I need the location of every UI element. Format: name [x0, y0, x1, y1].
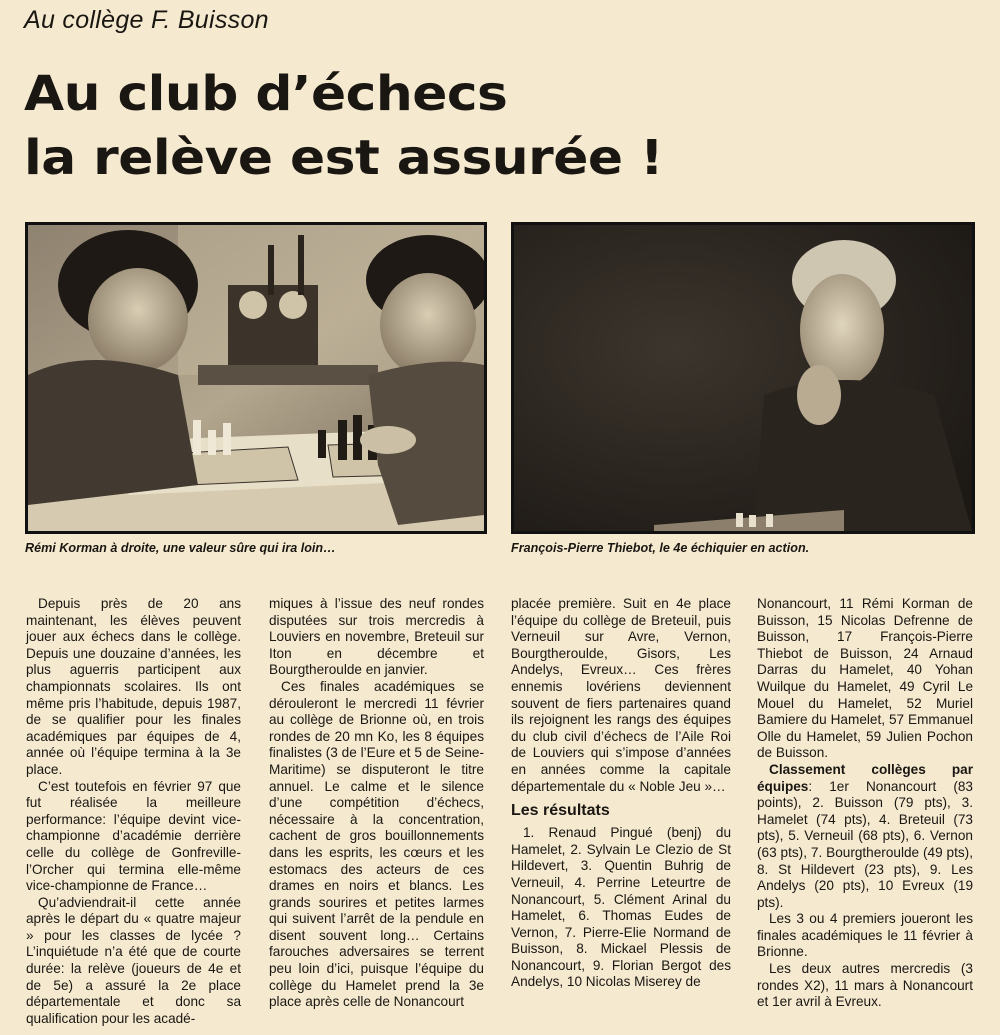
- headline-line-1: Au club d’échecs: [24, 66, 508, 122]
- paragraph: Les 3 ou 4 premiers joueront les finales académiques le 11 février à Brionne.: [757, 911, 973, 960]
- photo-boy-thinking-image: [514, 225, 972, 531]
- team-ranking-text: : 1er Nonancourt (83 points), 2. Buisson (79 pts), 3. Hamelet (74 pts), 4. Breteuil (73 pts), 5. Verneuil (68 pts), 6. Vernon (63 pts), 7. Bourgtheroulde (49 pts), 8. St Hildevert (23 pts), 9. Les Andelys (20 pts), 10 Evreux (19 pts).: [757, 778, 973, 910]
- photo-boy-thinking: [511, 222, 975, 534]
- paragraph: miques à l’issue des neuf rondes disputées sur trois mercredis à Louviers en novembre, Breteuil sur Iton en décembre et Bourgtheroulde en janvier.: [269, 596, 484, 678]
- results-list: 1. Renaud Pingué (benj) du Hamelet, 2. Sylvain Le Clezio de St Hildevert, 3. Quentin Buhrig de Verneuil, 4. Perrine Leteurtre de Nonancourt, 5. Clément Arinal du Hamelet, 6. Thomas Eudes de Vernon, 7. Pierre-Elie Normand de Buisson, 8. Mickael Plessis de Nonancourt, 9. Florian Bergot des Andelys, 10 Nicolas Miserey de: [511, 825, 731, 990]
- paragraph: Qu’adviendrait-il cette année après le départ du « quatre majeur » pour les classes de lycée ? L’inquiétude n’a été que de courte durée: la relève (joueurs de 4e et de 5e) a assuré la 2e place départementale et donc sa qualification pour les acadé-: [26, 894, 241, 1026]
- paragraph: Depuis près de 20 ans maintenant, les élèves peuvent jouer aux échecs dans le collège. Depuis une douzaine d’années, les plus aguerris participent aux championnats scolaires. Ils ont même pris l’habitude, depuis 1987, de se qualifier pour les finales académiques par équipes de 4, année où l’équipe termina à la 3e place.: [26, 596, 241, 777]
- team-ranking-label: Classement collèges par équipes: [757, 761, 973, 794]
- text-column-4: [757, 596, 973, 1011]
- paragraph: Nonancourt, 11 Rémi Korman de Buisson, 15 Nicolas Defrenne de Buisson, 17 François-Pierre Thiebot de Buisson, 24 Arnaud Darras du Hamelet, 40 Yohan Wuilque du Hamelet, 49 Cyril Le Mouel du Hamelet, 52 Muriel Bamiere du Hamelet, 57 Emmanuel Olle du Hamelet, 59 Julien Pochon de Buisson.: [757, 596, 973, 761]
- paragraph: placée première. Suit en 4e place l’équipe du collège de Breteuil, puis Verneuil sur Avre, Vernon, Bourgtheroulde, Gisors, Les Andelys, Evreux… Ces frères ennemis lovériens deviennent souvent de fiers partenaires quand ils rejoignent les rangs des équipes du club civil d’échecs de l’Aile Roi de Louviers qui s’impose d’années en années comme la capitale départementale du « Noble Jeu »…: [511, 596, 731, 794]
- paragraph: C’est toutefois en février 97 que fut réalisée la meilleure performance: l’équipe devint vice-championne d’académie derrière celle du collège de Gonfreville-l’Orcher qui termina elle-même vice-championne de France…: [26, 778, 241, 894]
- headline-line-2: la relève est assurée !: [24, 130, 664, 186]
- results-subheading: Les résultats: [511, 802, 610, 820]
- photo-chess-players-image: [28, 225, 484, 531]
- paragraph: Ces finales académiques se dérouleront le mercredi 11 février au collège de Brionne où, en trois rondes de 20 mn Ko, les 8 équipes finalistes (3 de l’Eure et 5 de Seine-Maritime) se disputeront le titre annuel. Le calme et le silence d’une compétition d’échecs, nécessaire à la concentration, cachent de gros bouillonnements dans les esprits, les cœurs et les estomacs des acteurs de ces drames en noirs et blancs. Les grands sourires et petites larmes qui suivent l’arrêt de la pendule en disent souvent long… Certains farouches adversaires se terrent peu loin d’ici, puisque l’équipe du collège du Hamelet prend la 3e place après celle de Nonancourt: [269, 678, 484, 1010]
- photo-caption-right: François-Pierre Thiebot, le 4e échiquier en action.: [511, 541, 810, 555]
- kicker: Au collège F. Buisson: [24, 6, 269, 34]
- text-column-1: [26, 596, 241, 1027]
- headline: [24, 62, 663, 190]
- photo-chess-players: [25, 222, 487, 534]
- photo-caption-left: Rémi Korman à droite, une valeur sûre qui ira loin…: [25, 541, 336, 555]
- text-column-2: [269, 596, 484, 1011]
- team-ranking: [757, 762, 973, 911]
- text-column-3: [511, 596, 731, 991]
- paragraph: Les deux autres mercredis (3 rondes X2), 11 mars à Nonancourt et 1er avril à Evreux.: [757, 961, 973, 1010]
